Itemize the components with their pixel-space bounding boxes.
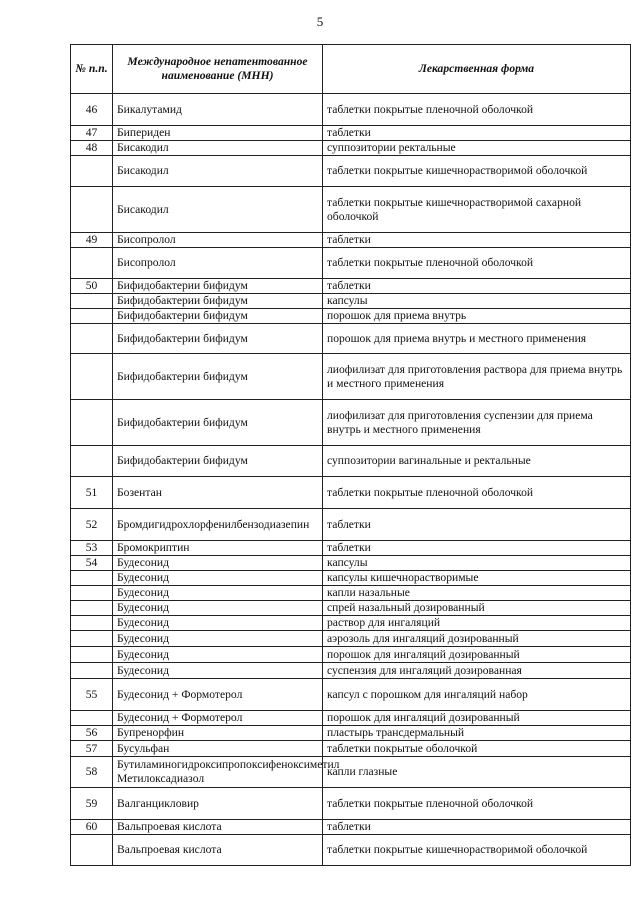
form-cell: суспензия для ингаляций дозированная bbox=[323, 663, 631, 679]
inn-cell: Бифидобактерии бифидум bbox=[113, 279, 323, 294]
form-cell: таблетки bbox=[323, 233, 631, 248]
num-cell bbox=[71, 586, 113, 601]
form-cell: аэрозоль для ингаляций дозированный bbox=[323, 631, 631, 647]
form-cell: капли глазные bbox=[323, 757, 631, 788]
form-cell: таблетки покрытые кишечнорастворимой сахарной оболочкой bbox=[323, 187, 631, 233]
num-cell bbox=[71, 571, 113, 586]
inn-cell: Бикалутамид bbox=[113, 94, 323, 126]
form-cell: капсулы bbox=[323, 556, 631, 571]
form-cell: раствор для ингаляций bbox=[323, 616, 631, 631]
table-row bbox=[71, 601, 631, 616]
table-row bbox=[71, 294, 631, 309]
num-cell: 60 bbox=[71, 820, 113, 835]
inn-cell: Бромокриптин bbox=[113, 541, 323, 556]
num-cell: 54 bbox=[71, 556, 113, 571]
num-cell bbox=[71, 663, 113, 679]
inn-cell: Бифидобактерии бифидум bbox=[113, 400, 323, 446]
form-cell: таблетки покрытые кишечнорастворимой оболочкой bbox=[323, 156, 631, 187]
inn-cell: Будесонид bbox=[113, 647, 323, 663]
form-cell: капли назальные bbox=[323, 586, 631, 601]
inn-cell: Будесонид bbox=[113, 586, 323, 601]
form-cell: лиофилизат для приготовления раствора для приема внутрь и местного применения bbox=[323, 354, 631, 400]
form-cell: порошок для приема внутрь и местного применения bbox=[323, 324, 631, 354]
table-row bbox=[71, 820, 631, 835]
table-row bbox=[71, 354, 631, 400]
form-cell: капсул с порошком для ингаляций набор bbox=[323, 679, 631, 711]
table-row bbox=[71, 586, 631, 601]
num-cell: 51 bbox=[71, 477, 113, 509]
form-cell: порошок для ингаляций дозированный bbox=[323, 647, 631, 663]
num-cell: 46 bbox=[71, 94, 113, 126]
table-row bbox=[71, 233, 631, 248]
form-cell: таблетки bbox=[323, 509, 631, 541]
form-cell: суппозитории ректальные bbox=[323, 141, 631, 156]
table-row bbox=[71, 126, 631, 141]
num-cell bbox=[71, 400, 113, 446]
form-cell: таблетки bbox=[323, 820, 631, 835]
table-row bbox=[71, 248, 631, 279]
table-row bbox=[71, 711, 631, 726]
num-cell: 58 bbox=[71, 757, 113, 788]
table-row bbox=[71, 279, 631, 294]
inn-cell: Бифидобактерии бифидум bbox=[113, 309, 323, 324]
inn-cell: Вальпроевая кислота bbox=[113, 820, 323, 835]
num-cell bbox=[71, 248, 113, 279]
table-row bbox=[71, 400, 631, 446]
form-cell: капсулы bbox=[323, 294, 631, 309]
num-cell bbox=[71, 354, 113, 400]
num-cell bbox=[71, 711, 113, 726]
inn-cell: Валганцикловир bbox=[113, 788, 323, 820]
inn-cell: Будесонид bbox=[113, 571, 323, 586]
inn-cell: Бутиламиногидроксипропоксифеноксиметил Метилоксадиазол bbox=[113, 757, 323, 788]
form-cell: суппозитории вагинальные и ректальные bbox=[323, 446, 631, 477]
num-cell: 52 bbox=[71, 509, 113, 541]
num-cell bbox=[71, 601, 113, 616]
num-cell bbox=[71, 187, 113, 233]
form-cell: порошок для приема внутрь bbox=[323, 309, 631, 324]
table-row bbox=[71, 647, 631, 663]
inn-cell: Бисопролол bbox=[113, 248, 323, 279]
num-cell bbox=[71, 631, 113, 647]
table-header-row bbox=[71, 45, 631, 94]
table-row bbox=[71, 509, 631, 541]
table-body bbox=[71, 94, 631, 866]
inn-cell: Вальпроевая кислота bbox=[113, 835, 323, 866]
num-cell: 57 bbox=[71, 741, 113, 757]
num-cell bbox=[71, 835, 113, 866]
form-cell: таблетки покрытые оболочкой bbox=[323, 741, 631, 757]
table-row bbox=[71, 446, 631, 477]
header-num: № п.п. bbox=[71, 45, 113, 94]
page-number: 5 bbox=[316, 14, 324, 29]
num-cell: 50 bbox=[71, 279, 113, 294]
table-row bbox=[71, 835, 631, 866]
table-row bbox=[71, 156, 631, 187]
table-row bbox=[71, 663, 631, 679]
header-form: Лекарственная форма bbox=[323, 45, 631, 94]
form-cell: таблетки bbox=[323, 126, 631, 141]
inn-cell: Бисакодил bbox=[113, 141, 323, 156]
table-row bbox=[71, 788, 631, 820]
table-row bbox=[71, 94, 631, 126]
inn-cell: Бисакодил bbox=[113, 156, 323, 187]
inn-cell: Бипериден bbox=[113, 126, 323, 141]
inn-cell: Бусульфан bbox=[113, 741, 323, 757]
num-cell: 55 bbox=[71, 679, 113, 711]
header-inn: Международное непатентованное наименование (МНН) bbox=[113, 45, 323, 94]
table-row bbox=[71, 477, 631, 509]
table-row bbox=[71, 616, 631, 631]
form-cell: капсулы кишечнорастворимые bbox=[323, 571, 631, 586]
table-row bbox=[71, 679, 631, 711]
form-cell: порошок для ингаляций дозированный bbox=[323, 711, 631, 726]
form-cell: лиофилизат для приготовления суспензии для приема внутрь и местного применения bbox=[323, 400, 631, 446]
form-cell: пластырь трансдермальный bbox=[323, 726, 631, 741]
inn-cell: Будесонид bbox=[113, 601, 323, 616]
table-row bbox=[71, 187, 631, 233]
form-cell: таблетки покрытые пленочной оболочкой bbox=[323, 248, 631, 279]
form-cell: таблетки покрытые пленочной оболочкой bbox=[323, 788, 631, 820]
num-cell: 53 bbox=[71, 541, 113, 556]
table-row bbox=[71, 141, 631, 156]
form-cell: таблетки покрытые пленочной оболочкой bbox=[323, 477, 631, 509]
inn-cell: Бозентан bbox=[113, 477, 323, 509]
form-cell: таблетки покрытые кишечнорастворимой оболочкой bbox=[323, 835, 631, 866]
num-cell bbox=[71, 309, 113, 324]
inn-cell: Будесонид + Формотерол bbox=[113, 679, 323, 711]
num-cell: 56 bbox=[71, 726, 113, 741]
form-cell: таблетки покрытые пленочной оболочкой bbox=[323, 94, 631, 126]
inn-cell: Будесонид bbox=[113, 556, 323, 571]
num-cell: 49 bbox=[71, 233, 113, 248]
num-cell: 47 bbox=[71, 126, 113, 141]
table-row bbox=[71, 541, 631, 556]
inn-cell: Будесонид bbox=[113, 631, 323, 647]
table-row bbox=[71, 757, 631, 788]
table-row bbox=[71, 309, 631, 324]
form-cell: спрей назальный дозированный bbox=[323, 601, 631, 616]
table-row bbox=[71, 741, 631, 757]
num-cell: 59 bbox=[71, 788, 113, 820]
table-row bbox=[71, 726, 631, 741]
inn-cell: Бромдигидрохлорфенилбензодиазепин bbox=[113, 509, 323, 541]
inn-cell: Будесонид bbox=[113, 616, 323, 631]
num-cell bbox=[71, 446, 113, 477]
inn-cell: Бифидобактерии бифидум bbox=[113, 446, 323, 477]
inn-cell: Бупренорфин bbox=[113, 726, 323, 741]
inn-cell: Бифидобактерии бифидум bbox=[113, 294, 323, 309]
table-row bbox=[71, 324, 631, 354]
num-cell bbox=[71, 156, 113, 187]
inn-cell: Бифидобактерии бифидум bbox=[113, 324, 323, 354]
inn-cell: Бисакодил bbox=[113, 187, 323, 233]
num-cell: 48 bbox=[71, 141, 113, 156]
table-row bbox=[71, 556, 631, 571]
drug-table bbox=[70, 44, 631, 866]
num-cell bbox=[71, 616, 113, 631]
num-cell bbox=[71, 294, 113, 309]
inn-cell: Будесонид bbox=[113, 663, 323, 679]
inn-cell: Бифидобактерии бифидум bbox=[113, 354, 323, 400]
inn-cell: Бисопролол bbox=[113, 233, 323, 248]
table-row bbox=[71, 631, 631, 647]
form-cell: таблетки bbox=[323, 279, 631, 294]
num-cell bbox=[71, 324, 113, 354]
num-cell bbox=[71, 647, 113, 663]
table-row bbox=[71, 571, 631, 586]
inn-cell: Будесонид + Формотерол bbox=[113, 711, 323, 726]
form-cell: таблетки bbox=[323, 541, 631, 556]
